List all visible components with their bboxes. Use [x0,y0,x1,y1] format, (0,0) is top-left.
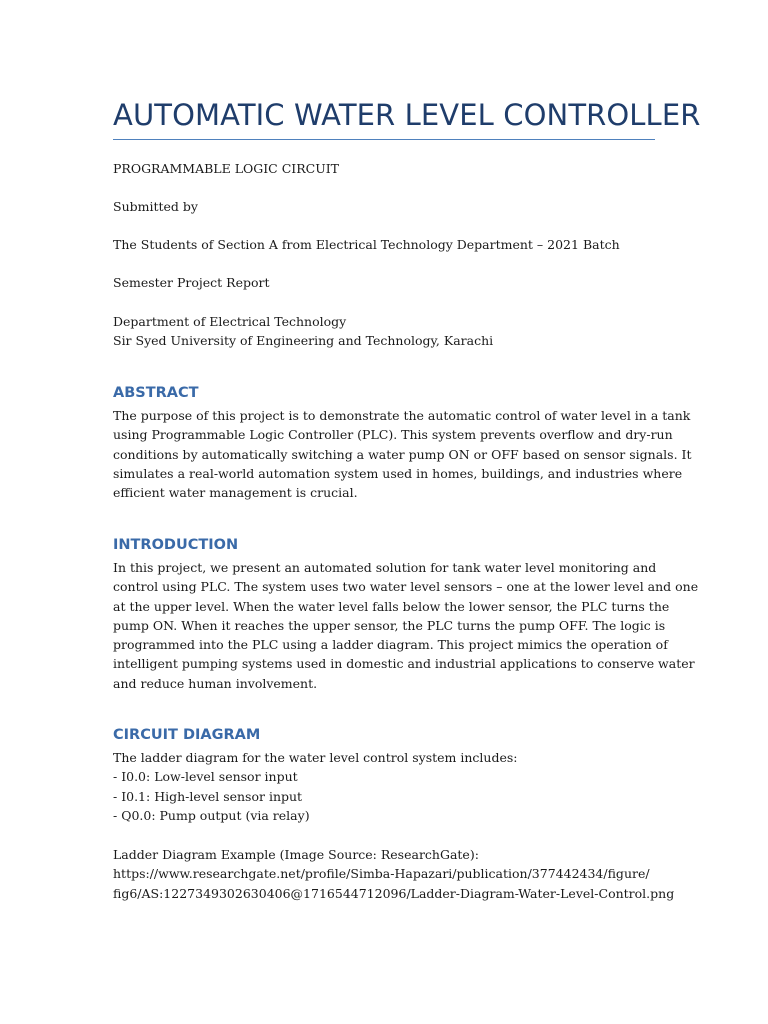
abstract-heading: ABSTRACT [113,385,199,401]
circuit-item: - I0.1: High-level sensor input [113,788,303,804]
ladder-example-caption: Ladder Diagram Example (Image Source: ResearchGate): [113,847,479,862]
title-divider [113,139,655,140]
ladder-example-block [113,845,675,903]
report-type: Semester Project Report [113,275,270,290]
students-line: The Students of Section A from Electrical Technology Department – 2021 Batch [113,237,620,252]
introduction-line: control using PLC. The system uses two water level sensors – one at the lower level and one [113,579,699,595]
submitted-by-label: Submitted by [113,199,198,214]
circuit-diagram-body [113,748,658,825]
circuit-intro-line: The ladder diagram for the water level control system includes: [113,750,518,765]
abstract-line: simulates a real-world automation system used in homes, buildings, and industries where [113,465,683,481]
circuit-item: - I0.0: Low-level sensor input [113,769,298,785]
abstract-line: using Programmable Logic Controller (PLC). This system prevents overflow and dry-run [113,427,673,443]
abstract-body [113,406,692,502]
introduction-heading: INTRODUCTION [113,537,239,553]
circuit-diagram-heading: CIRCUIT DIAGRAM [113,727,261,743]
introduction-line: at the upper level. When the water level falls below the lower sensor, the PLC turns the [113,598,670,614]
affiliation-block [113,312,658,351]
department-line: Department of Electrical Technology [113,314,347,329]
ladder-example-url: fig6/AS:1227349302630406@1716544712096/Ladder-Diagram-Water-Level-Control.png [113,885,675,901]
introduction-line: programmed into the PLC using a ladder diagram. This project mimics the operation of [113,637,668,653]
university-line: Sir Syed University of Engineering and Technology, Karachi [113,333,494,349]
introduction-body [113,558,699,693]
ladder-example-url: https://www.researchgate.net/profile/Simba-Hapazari/publication/377442434/figure/ [113,866,650,882]
document-title: AUTOMATIC WATER LEVEL CONTROLLER [113,98,701,132]
introduction-line: In this project, we present an automated solution for tank water level monitoring and [113,560,657,575]
introduction-line: and reduce human involvement. [113,675,318,691]
document-subtitle: PROGRAMMABLE LOGIC CIRCUIT [113,161,340,176]
abstract-line: The purpose of this project is to demonstrate the automatic control of water level in a tank [113,408,691,423]
circuit-item: - Q0.0: Pump output (via relay) [113,807,310,823]
introduction-line: intelligent pumping systems used in domestic and industrial applications to conserve water [113,656,695,672]
abstract-line: conditions by automatically switching a water pump ON or OFF based on sensor signals. It [113,446,692,462]
abstract-line: efficient water management is crucial. [113,485,358,501]
introduction-line: pump ON. When it reaches the upper sensor, the PLC turns the pump OFF. The logic is [113,617,666,633]
